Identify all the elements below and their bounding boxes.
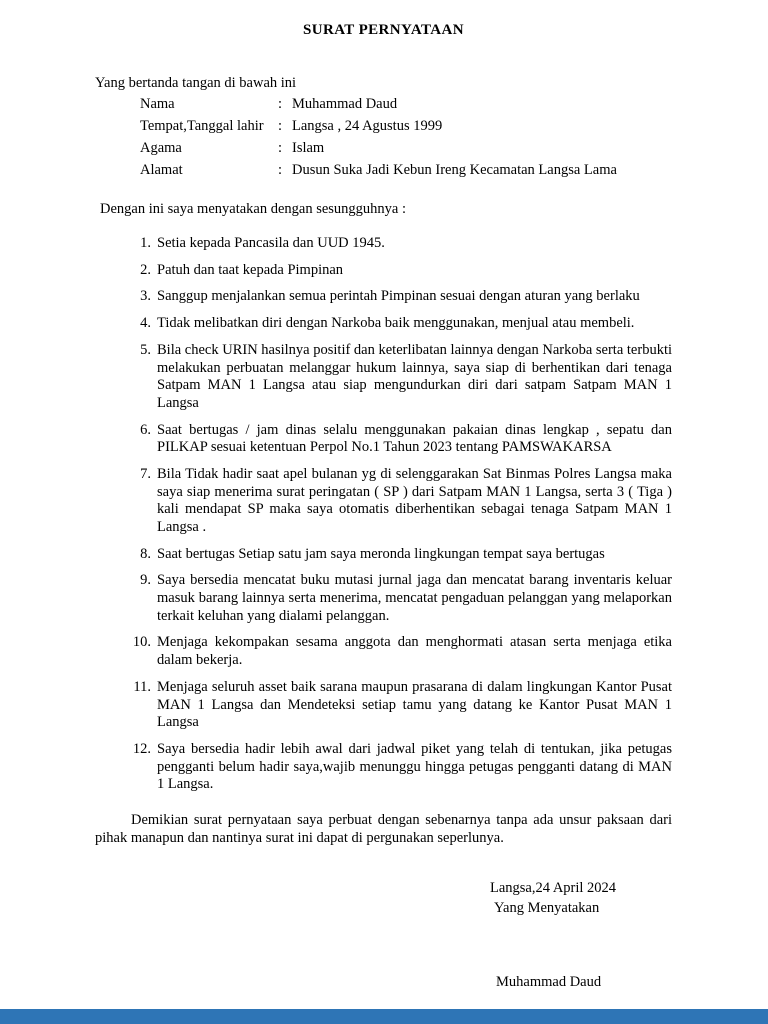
list-item — [129, 422, 672, 457]
list-item — [129, 315, 672, 333]
identity-colon: : — [278, 117, 283, 134]
declaration-intro: Dengan ini saya menyatakan dengan sesungguhnya : — [100, 201, 407, 218]
identity-colon: : — [278, 161, 283, 178]
item-number: 7. — [140, 465, 151, 482]
list-item — [129, 466, 672, 537]
item-number: 4. — [140, 315, 151, 332]
list-item — [129, 235, 672, 253]
item-number: 11. — [133, 678, 151, 695]
identity-value: Muhammad Daud — [292, 96, 398, 112]
signature-name: Muhammad Daud — [496, 973, 602, 990]
item-text: Bila check URIN hasilnya positif dan keterlibatan lainnya dengan Narkoba serta terbukti melakukan perbuatan melanggar hukum lainnya, saya siap di berhentikan dari tenaga Satpam MAN 1 Langsa atau siap mengundurkan diri dari satpam Satpam MAN 1 Langsa — [157, 341, 672, 411]
item-text: Bila Tidak hadir saat apel bulanan yg di selenggarakan Sat Binmas Polres Langsa maka saya siap menerima surat peringatan ( SP ) dari Satpam MAN 1 Langsa, serta 3 ( Tiga ) kali mendapat SP maka saya otomatis diberhentikan sebagai tenaga Satpam MAN 1 Langsa . — [157, 465, 672, 535]
item-text: Saat bertugas Setiap satu jam saya meronda lingkungan tempat saya bertugas — [157, 545, 605, 562]
identity-label: Agama — [140, 139, 182, 156]
identity-row-ttl — [140, 118, 672, 135]
identity-row-agama — [140, 140, 672, 157]
identity-label: Tempat,Tanggal lahir — [140, 117, 264, 134]
item-number: 3. — [140, 288, 151, 305]
item-text: Patuh dan taat kepada Pimpinan — [157, 261, 344, 278]
signature-role: Yang Menyatakan — [494, 899, 600, 916]
list-item — [129, 679, 672, 732]
item-text: Tidak melibatkan diri dengan Narkoba baik menggunakan, menjual atau membeli. — [157, 315, 635, 332]
item-number: 8. — [140, 545, 151, 562]
viewer-footer-bar — [0, 1009, 768, 1024]
item-text: Menjaga kekompakan sesama anggota dan menghormati atasan serta menjaga etika dalam bekerja. — [157, 634, 672, 669]
item-text: Saya bersedia hadir lebih awal dari jadwal piket yang telah di tentukan, jika petugas pengganti belum hadir saya,wajib menunggu hingga petugas pengganti datang di MAN 1 Langsa. — [157, 740, 672, 793]
signature-place-date: Langsa,24 April 2024 — [490, 880, 617, 897]
item-number: 6. — [140, 421, 151, 438]
item-text: Saya bersedia mencatat buku mutasi jurnal jaga dan mencatat barang inventaris keluar masuk barang lainnya serta menerima, mencatat pengaduan pelanggan yang melaporkan terkait keluhan yang dialami pelanggan. — [157, 572, 672, 624]
list-item — [129, 634, 672, 669]
item-number: 1. — [140, 235, 151, 252]
list-item — [129, 741, 672, 794]
statement-list — [129, 235, 672, 794]
identity-row-alamat — [140, 162, 672, 179]
closing-paragraph: Demikian surat pernyataan saya perbuat dengan sebenarnya tanpa ada unsur paksaan dari pihak manapun dan nantinya surat ini dapat di pergunakan seperlunya. — [95, 811, 672, 847]
document-title: SURAT PERNYATAAN — [302, 22, 464, 38]
opening-line: Yang bertanda tangan di bawah ini — [95, 75, 297, 91]
identity-colon: : — [278, 96, 283, 112]
identity-colon: : — [278, 139, 283, 156]
list-item — [129, 546, 672, 564]
identity-value: Dusun Suka Jadi Kebun Ireng Kecamatan Langsa Lama — [292, 161, 617, 178]
identity-value: Langsa , 24 Agustus 1999 — [292, 117, 443, 134]
signature-block — [490, 880, 672, 991]
item-number: 2. — [140, 261, 151, 278]
list-item — [129, 572, 672, 625]
item-text: Setia kepada Pancasila dan UUD 1945. — [157, 235, 385, 252]
list-item — [129, 288, 672, 306]
item-text: Sanggup menjalankan semua perintah Pimpinan sesuai dengan aturan yang berlaku — [157, 288, 640, 305]
item-text: Menjaga seluruh asset baik sarana maupun prasarana di dalam lingkungan Kantor Pusat MAN 1 Langsa dan Mendeteksi setiap tamu yang datang ke Kantor Pusat MAN 1 Langsa — [157, 678, 672, 731]
item-number: 12. — [132, 740, 151, 757]
item-number: 9. — [140, 572, 151, 589]
item-number: 5. — [140, 341, 151, 358]
identity-value: Islam — [292, 139, 325, 156]
list-item — [129, 262, 672, 280]
item-text: Saat bertugas / jam dinas selalu menggunakan pakaian dinas lengkap , sepatu dan PILKAP sesuai ketentuan Perpol No.1 Tahun 2023 tentang PAMSWAKARSA — [157, 421, 672, 456]
identity-label: Alamat — [140, 161, 183, 178]
identity-block — [140, 96, 672, 179]
identity-label: Nama — [140, 96, 175, 112]
item-number: 10. — [132, 634, 151, 651]
list-item — [129, 342, 672, 413]
identity-row-nama — [140, 96, 672, 113]
